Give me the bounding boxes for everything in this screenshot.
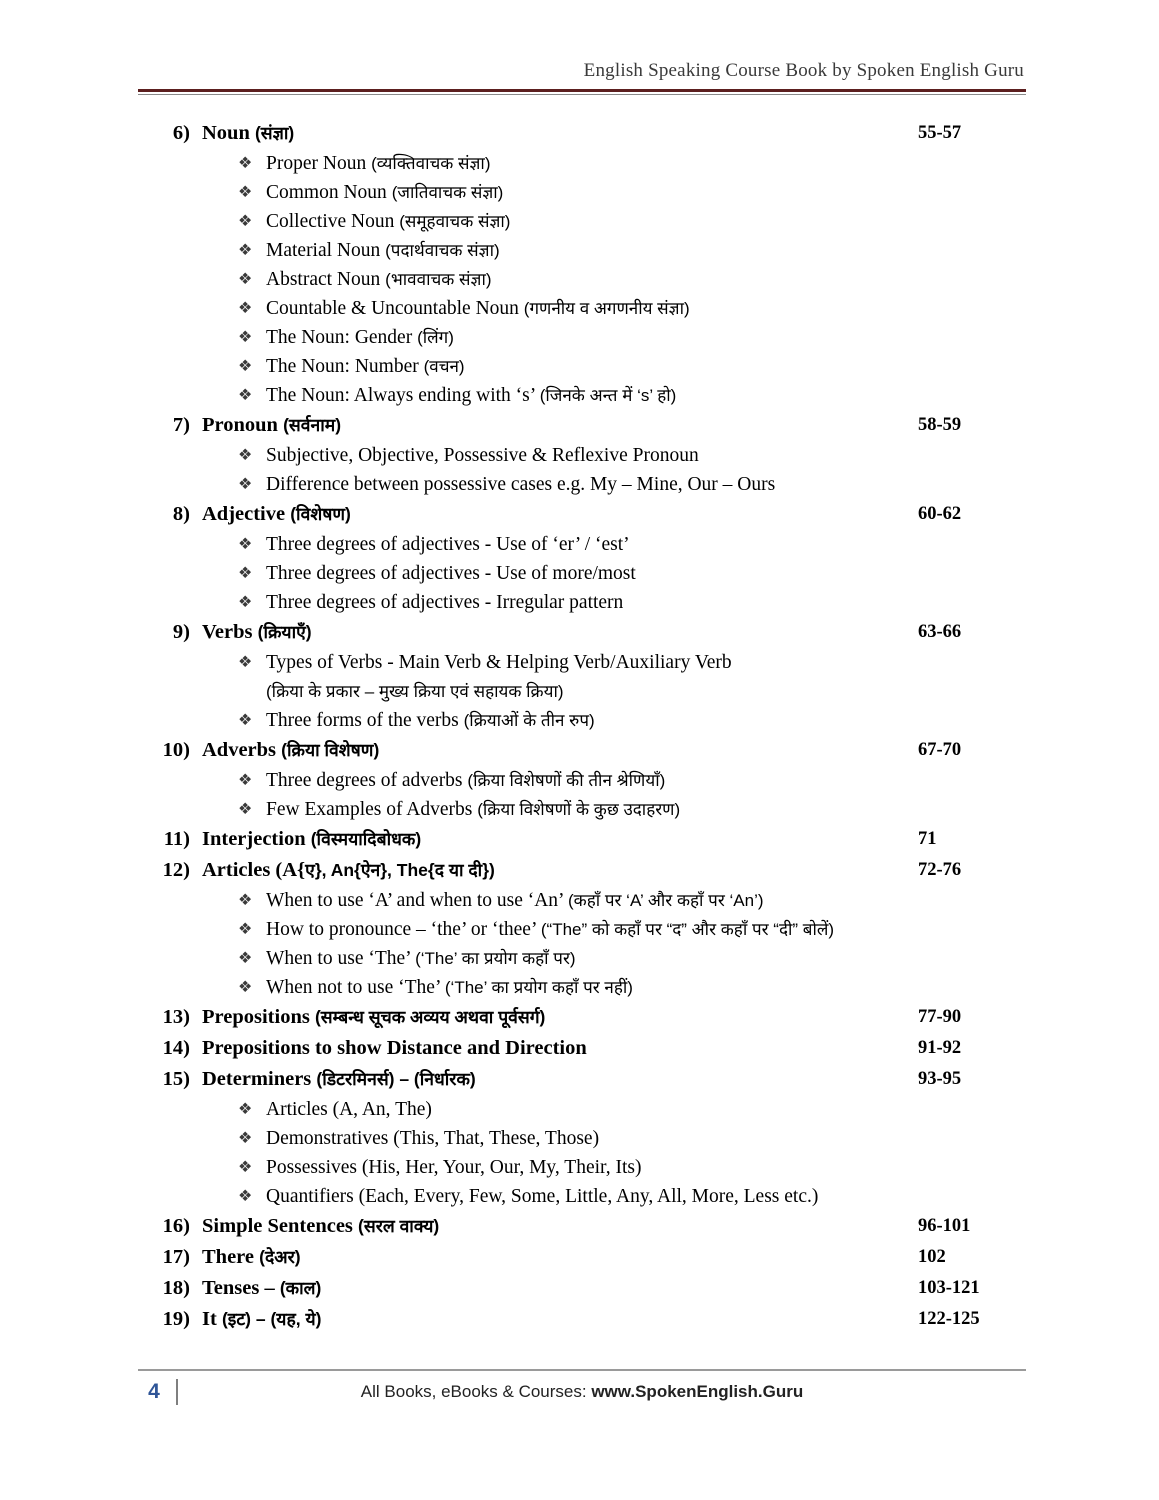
toc-subentry-text-en: Demonstratives (This, That, These, Those) bbox=[266, 1128, 600, 1149]
toc-subentry-text-hi: (‘The’ का प्रयोग कहाँ पर नहीं) bbox=[444, 978, 633, 997]
diamond-bullet-icon: ❖ bbox=[238, 271, 253, 288]
toc-subentry-text bbox=[266, 1182, 1028, 1211]
toc-entry-title-hi: (काल) bbox=[279, 1278, 322, 1298]
toc-entry-number: 19) bbox=[162, 1308, 190, 1330]
toc-subentry[interactable] bbox=[138, 265, 1028, 294]
toc-subentry-text-en: When not to use ‘The’ bbox=[266, 977, 445, 998]
toc-subentry[interactable] bbox=[138, 795, 1028, 824]
diamond-bullet-icon: ❖ bbox=[238, 387, 253, 404]
toc-entry-title-hi: (विस्मयादिबोधक) bbox=[310, 829, 422, 849]
toc-entry-title-hi: ए}, An{ऐन}, The{द या दी}) bbox=[305, 860, 495, 880]
toc-subentry[interactable] bbox=[138, 441, 1028, 470]
toc-subentry-text-en: Collective Noun bbox=[266, 211, 400, 232]
toc-entry-number: 14) bbox=[162, 1037, 190, 1059]
toc-entry[interactable] bbox=[138, 1064, 1028, 1095]
toc-entry-title-en: It bbox=[202, 1308, 222, 1330]
toc-entry-number: 17) bbox=[162, 1246, 190, 1268]
toc-entry-number: 8) bbox=[172, 503, 190, 525]
diamond-bullet-icon: ❖ bbox=[238, 950, 253, 967]
toc-subentry-text bbox=[266, 294, 1028, 323]
toc-subentry-text-en: Three degrees of adverbs bbox=[266, 770, 468, 791]
toc-entry-title-hi: (इट) – (यह, ये) bbox=[221, 1309, 322, 1329]
toc-entry-number: 11) bbox=[163, 828, 190, 850]
toc-entry-title bbox=[200, 1064, 918, 1095]
toc-entry-pages: 71 bbox=[918, 829, 937, 849]
diamond-bullet-icon: ❖ bbox=[238, 801, 253, 818]
toc-subentry-text-en: Proper Noun bbox=[266, 153, 372, 174]
diamond-bullet-icon: ❖ bbox=[238, 1159, 253, 1176]
toc-entry-number: 10) bbox=[162, 739, 190, 761]
toc-subentry-text-en: The Noun: Number bbox=[266, 356, 424, 377]
toc-entry[interactable] bbox=[138, 118, 1028, 149]
toc-subentry-text-hi: (क्रियाओं के तीन रुप) bbox=[463, 711, 595, 730]
toc-subentry[interactable] bbox=[138, 706, 1028, 735]
toc-entry-title-hi: (संज्ञा) bbox=[254, 123, 295, 143]
toc-entry-title bbox=[200, 855, 918, 886]
toc-entry[interactable] bbox=[138, 855, 1028, 886]
toc-entry-pages: 58-59 bbox=[918, 415, 962, 435]
toc-entry[interactable] bbox=[138, 617, 1028, 648]
toc-entry-title-hi: (सरल वाक्य) bbox=[358, 1216, 440, 1236]
toc-entry[interactable] bbox=[138, 1211, 1028, 1242]
toc-subentry-text-en: The Noun: Always ending with ‘s’ bbox=[266, 385, 540, 406]
toc-subentry[interactable] bbox=[138, 944, 1028, 973]
toc-subentry[interactable] bbox=[138, 470, 1028, 499]
toc-entry-title-en: Prepositions bbox=[202, 1006, 315, 1028]
toc-subentry-text bbox=[266, 886, 1028, 915]
toc-entry-title bbox=[200, 824, 918, 855]
toc-subentry-text-en: Subjective, Objective, Possessive & Reflexive Pronoun bbox=[266, 445, 699, 466]
toc-entry[interactable] bbox=[138, 824, 1028, 855]
toc-subentry-text-hi: (कहाँ पर ‘A’ और कहाँ पर ‘An’) bbox=[567, 891, 764, 910]
toc-entry-title bbox=[200, 735, 918, 766]
toc-entry-title-hi: (सर्वनाम) bbox=[283, 415, 342, 435]
toc-subentry[interactable] bbox=[138, 178, 1028, 207]
toc-subentry-text bbox=[266, 178, 1028, 207]
toc-subentry[interactable] bbox=[138, 236, 1028, 265]
toc-subentry-text-continued: (क्रिया के प्रकार – मुख्य क्रिया एवं सहायक क्रिया) bbox=[266, 682, 564, 701]
toc-entry-title bbox=[200, 1242, 918, 1273]
toc-entry[interactable] bbox=[138, 1002, 1028, 1033]
toc-entry-number: 12) bbox=[162, 859, 190, 881]
toc-subentry-text-en: Articles (A, An, The) bbox=[266, 1099, 432, 1120]
diamond-bullet-icon: ❖ bbox=[238, 921, 253, 938]
toc-entry-number: 16) bbox=[162, 1215, 190, 1237]
toc-subentry-text bbox=[266, 944, 1028, 973]
toc-entry-title-hi: (क्रियाएँ) bbox=[257, 622, 312, 642]
toc-subentry-text-en: Three degrees of adjectives - Use of more/most bbox=[266, 563, 636, 584]
toc-entry-pages: 72-76 bbox=[918, 860, 962, 880]
toc-entry-title bbox=[200, 617, 918, 648]
toc-entry-pages: 103-121 bbox=[918, 1278, 980, 1298]
toc-entry-title-en: Simple Sentences bbox=[202, 1215, 359, 1237]
toc-entry-number: 13) bbox=[162, 1006, 190, 1028]
toc-entry-title-en: Pronoun bbox=[202, 414, 284, 436]
toc-subentry-text-en: Difference between possessive cases e.g. My – Mine, Our – Ours bbox=[266, 474, 776, 495]
toc-subentry-text-en: When to use ‘A’ and when to use ‘An’ bbox=[266, 890, 568, 911]
footer-prefix: All Books, eBooks & Courses: bbox=[360, 1382, 592, 1401]
header-title: English Speaking Course Book by Spoken English Guru bbox=[583, 60, 1024, 81]
toc-subentry[interactable] bbox=[138, 294, 1028, 323]
toc-subentry-text bbox=[266, 973, 1028, 1002]
toc-subentry-text bbox=[266, 207, 1028, 236]
toc-subentry[interactable] bbox=[138, 1182, 1028, 1211]
toc-subentry[interactable] bbox=[138, 352, 1028, 381]
diamond-bullet-icon: ❖ bbox=[238, 1188, 253, 1205]
toc-subentry-text-hi: (जिनके अन्त में ‘s’ हो) bbox=[539, 386, 677, 405]
toc-entry[interactable] bbox=[138, 1304, 1028, 1335]
toc-subentry[interactable] bbox=[138, 381, 1028, 410]
page-number: 4 bbox=[138, 1379, 178, 1405]
footer-rule bbox=[138, 1369, 1026, 1371]
toc-subentry-text-en: The Noun: Gender bbox=[266, 327, 418, 348]
toc-subentry-text-hi: (समूहवाचक संज्ञा) bbox=[399, 212, 511, 231]
header-rule-thin bbox=[138, 94, 1026, 95]
toc-subentry-text bbox=[266, 559, 1028, 588]
toc-subentry-text-hi: (“The” को कहाँ पर “द” और कहाँ पर “दी” बोलें) bbox=[540, 920, 835, 939]
toc-entry-pages: 102 bbox=[918, 1247, 946, 1267]
toc-entry-title-en: Adverbs bbox=[202, 739, 282, 761]
toc-subentry[interactable] bbox=[138, 207, 1028, 236]
toc-entry-title-hi: (विशेषण) bbox=[290, 504, 351, 524]
footer-site: www.SpokenEnglish.Guru bbox=[591, 1382, 804, 1401]
toc-entry-title-en: Verbs bbox=[202, 621, 258, 643]
diamond-bullet-icon: ❖ bbox=[238, 536, 253, 553]
toc-entry-title-hi: (डिटरमिनर्स) – (निर्धारक) bbox=[316, 1069, 476, 1089]
toc-subentry[interactable] bbox=[138, 1095, 1028, 1124]
toc-entry-pages: 93-95 bbox=[918, 1069, 962, 1089]
toc-subentry-text bbox=[266, 530, 1028, 559]
diamond-bullet-icon: ❖ bbox=[238, 358, 253, 375]
diamond-bullet-icon: ❖ bbox=[238, 300, 253, 317]
toc-subentry-text-en: Abstract Noun bbox=[266, 269, 386, 290]
diamond-bullet-icon: ❖ bbox=[238, 1101, 253, 1118]
toc-subentry-text bbox=[266, 352, 1028, 381]
toc-subentry-text-en: Quantifiers (Each, Every, Few, Some, Little, Any, All, More, Less etc.) bbox=[266, 1186, 819, 1207]
toc-subentry-text-hi: (क्रिया विशेषणों के कुछ उदाहरण) bbox=[477, 800, 681, 819]
toc-subentry-text bbox=[266, 795, 1028, 824]
toc-subentry[interactable] bbox=[138, 559, 1028, 588]
diamond-bullet-icon: ❖ bbox=[238, 979, 253, 996]
toc-subentry-text bbox=[266, 1124, 1028, 1153]
toc-subentry-text-hi: (लिंग) bbox=[417, 328, 454, 347]
diamond-bullet-icon: ❖ bbox=[238, 1130, 253, 1147]
toc-entry-title-en: Tenses – bbox=[202, 1277, 280, 1299]
toc-subentry[interactable] bbox=[138, 323, 1028, 352]
toc-subentry[interactable] bbox=[138, 149, 1028, 178]
toc-subentry[interactable] bbox=[138, 530, 1028, 559]
diamond-bullet-icon: ❖ bbox=[238, 654, 253, 671]
toc-entry-title bbox=[200, 1033, 918, 1064]
toc-subentry-text bbox=[266, 588, 1028, 617]
toc-entry-title bbox=[200, 1304, 918, 1335]
diamond-bullet-icon: ❖ bbox=[238, 329, 253, 346]
toc-subentry-text-en: Three degrees of adjectives - Use of ‘er’ / ‘est’ bbox=[266, 534, 630, 555]
toc-subentry[interactable] bbox=[138, 886, 1028, 915]
toc-subentry-text-hi: (व्यक्तिवाचक संज्ञा) bbox=[371, 154, 491, 173]
diamond-bullet-icon: ❖ bbox=[238, 772, 253, 789]
toc-entry[interactable] bbox=[138, 410, 1028, 441]
toc-entry-pages: 77-90 bbox=[918, 1007, 962, 1027]
toc-entry-number: 6) bbox=[172, 122, 190, 144]
toc-entry-number: 18) bbox=[162, 1277, 190, 1299]
footer-text bbox=[178, 1382, 1026, 1402]
toc-subentry-text-hi: (गणनीय व अगणनीय संज्ञा) bbox=[523, 299, 690, 318]
diamond-bullet-icon: ❖ bbox=[238, 594, 253, 611]
toc-subentry[interactable] bbox=[138, 648, 1028, 706]
diamond-bullet-icon: ❖ bbox=[238, 476, 253, 493]
toc-subentry-text bbox=[266, 323, 1028, 352]
toc-subentry[interactable] bbox=[138, 973, 1028, 1002]
toc-entry-title bbox=[200, 1273, 918, 1304]
diamond-bullet-icon: ❖ bbox=[238, 213, 253, 230]
toc-entry-title bbox=[200, 410, 918, 441]
toc-subentry-text-en: Countable & Uncountable Noun bbox=[266, 298, 524, 319]
toc-subentry-text-hi: (वचन) bbox=[423, 357, 465, 376]
toc-subentry[interactable] bbox=[138, 915, 1028, 944]
toc-subentry-text-en: Types of Verbs - Main Verb & Helping Verb/Auxiliary Verb bbox=[266, 652, 732, 673]
toc-subentry-text-en: Three degrees of adjectives - Irregular pattern bbox=[266, 592, 624, 613]
toc-entry-title-en: Prepositions to show Distance and Direction bbox=[202, 1037, 587, 1059]
toc-entry-number: 9) bbox=[172, 621, 190, 643]
toc-subentry-text-hi: (‘The’ का प्रयोग कहाँ पर) bbox=[415, 949, 576, 968]
page-footer bbox=[138, 1369, 1026, 1405]
toc-entry[interactable] bbox=[138, 499, 1028, 530]
diamond-bullet-icon: ❖ bbox=[238, 712, 253, 729]
toc-entry-title bbox=[200, 499, 918, 530]
toc-subentry-text bbox=[266, 706, 1028, 735]
toc-subentry-text bbox=[266, 766, 1028, 795]
toc-subentry-text-en: Possessives (His, Her, Your, Our, My, Their, Its) bbox=[266, 1157, 642, 1178]
toc-subentry-text bbox=[266, 1153, 1028, 1182]
diamond-bullet-icon: ❖ bbox=[238, 155, 253, 172]
toc-entry-title bbox=[200, 118, 918, 149]
diamond-bullet-icon: ❖ bbox=[238, 242, 253, 259]
toc-subentry-text-en: Three forms of the verbs bbox=[266, 710, 464, 731]
toc-subentry-text-en: Few Examples of Adverbs bbox=[266, 799, 478, 820]
toc-entry-title-en: Determiners bbox=[202, 1068, 317, 1090]
toc-subentry-text bbox=[266, 648, 1028, 706]
toc-subentry-text-en: When to use ‘The’ bbox=[266, 948, 416, 969]
toc-subentry-text bbox=[266, 265, 1028, 294]
toc-entry-title-hi: (क्रिया विशेषण) bbox=[281, 740, 380, 760]
toc-subentry-text bbox=[266, 381, 1028, 410]
toc-entry-pages: 60-62 bbox=[918, 504, 962, 524]
toc-subentry-text-en: How to pronounce – ‘the’ or ‘thee’ bbox=[266, 919, 541, 940]
toc-entry-title-en: Interjection bbox=[202, 828, 311, 850]
toc-subentry-text-en: Common Noun bbox=[266, 182, 392, 203]
toc-entry-title-hi: (सम्बन्ध सूचक अव्यय अथवा पूर्वसर्ग) bbox=[314, 1007, 546, 1027]
toc-subentry[interactable] bbox=[138, 588, 1028, 617]
toc-subentry[interactable] bbox=[138, 1153, 1028, 1182]
toc-entry-title-hi: (देअर) bbox=[259, 1247, 301, 1267]
toc-entry-title-en: There bbox=[202, 1246, 260, 1268]
toc-entry-title-en: Adjective bbox=[202, 503, 291, 525]
toc-entry[interactable] bbox=[138, 735, 1028, 766]
diamond-bullet-icon: ❖ bbox=[238, 447, 253, 464]
header-rule-thick bbox=[138, 89, 1026, 92]
toc-subentry-text-hi: (पदार्थवाचक संज्ञा) bbox=[385, 241, 500, 260]
toc-entry[interactable] bbox=[138, 1033, 1028, 1064]
toc-entry-title bbox=[200, 1211, 918, 1242]
toc-entry-number: 7) bbox=[172, 414, 190, 436]
toc-subentry[interactable] bbox=[138, 1124, 1028, 1153]
toc-subentry[interactable] bbox=[138, 766, 1028, 795]
toc-entry-pages: 63-66 bbox=[918, 622, 962, 642]
toc-entry[interactable] bbox=[138, 1242, 1028, 1273]
toc-subentry-text-hi: (क्रिया विशेषणों की तीन श्रेणियाँ) bbox=[467, 771, 666, 790]
toc-entry-title bbox=[200, 1002, 918, 1033]
toc-entry[interactable] bbox=[138, 1273, 1028, 1304]
page-header bbox=[138, 60, 1026, 95]
toc-subentry-text bbox=[266, 915, 1028, 944]
diamond-bullet-icon: ❖ bbox=[238, 565, 253, 582]
toc-entry-number: 15) bbox=[162, 1068, 190, 1090]
toc-entry-title-en: Noun bbox=[202, 122, 255, 144]
toc-entry-pages: 55-57 bbox=[918, 123, 962, 143]
toc-subentry-text bbox=[266, 236, 1028, 265]
toc-entry-pages: 96-101 bbox=[918, 1216, 971, 1236]
toc-entry-pages: 91-92 bbox=[918, 1038, 962, 1058]
table-of-contents bbox=[138, 118, 1028, 1335]
toc-entry-pages: 67-70 bbox=[918, 740, 962, 760]
toc-subentry-text-hi: (भाववाचक संज्ञा) bbox=[385, 270, 492, 289]
toc-subentry-text bbox=[266, 441, 1028, 470]
toc-subentry-text bbox=[266, 470, 1028, 499]
toc-entry-pages: 122-125 bbox=[918, 1309, 980, 1329]
toc-subentry-text bbox=[266, 149, 1028, 178]
toc-subentry-text bbox=[266, 1095, 1028, 1124]
diamond-bullet-icon: ❖ bbox=[238, 184, 253, 201]
toc-subentry-text-en: Material Noun bbox=[266, 240, 386, 261]
toc-entry-title-en: Articles (A{ bbox=[202, 859, 306, 881]
diamond-bullet-icon: ❖ bbox=[238, 892, 253, 909]
toc-subentry-text-hi: (जातिवाचक संज्ञा) bbox=[391, 183, 504, 202]
